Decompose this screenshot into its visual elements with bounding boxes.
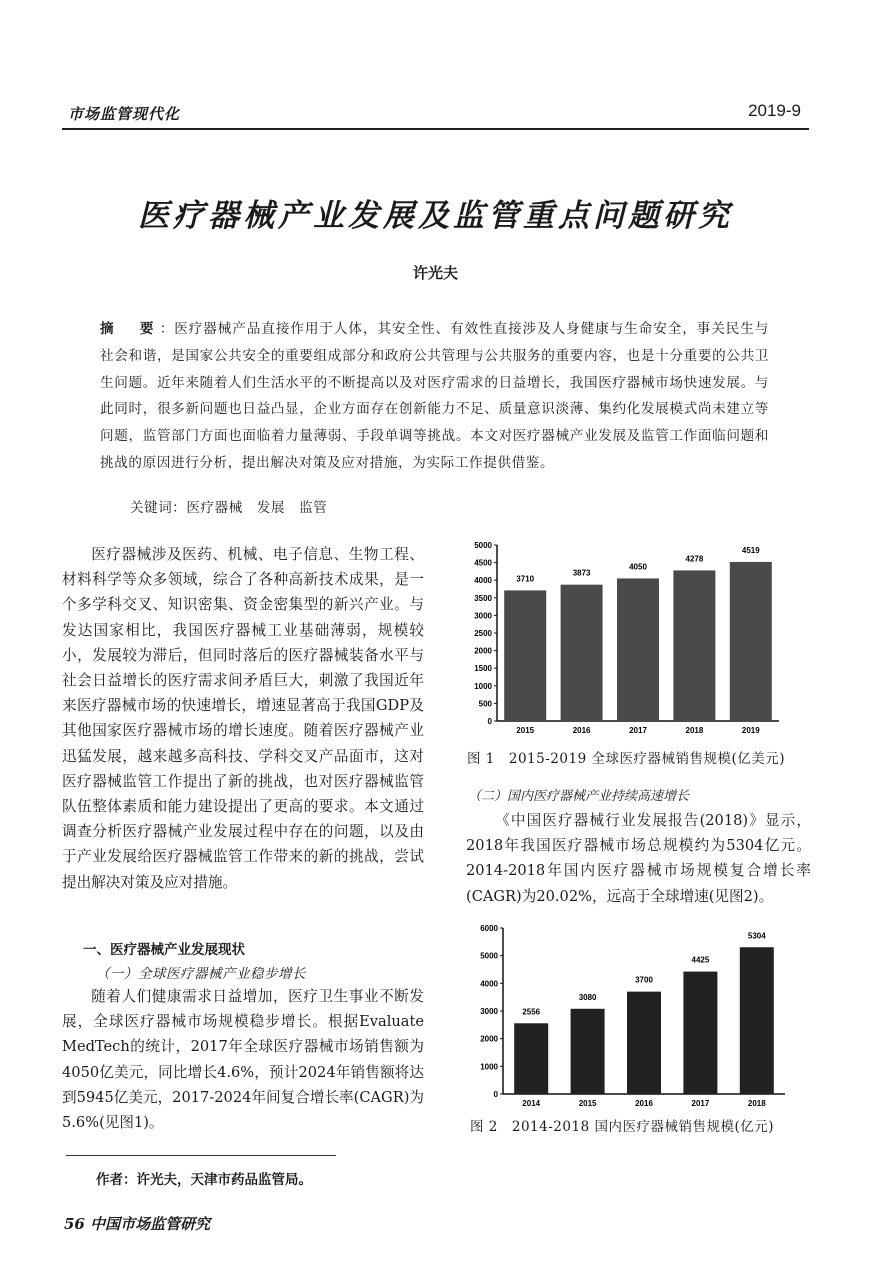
figure-2-caption: 图 2 2014-2018 国内医疗器械销售规模(亿元) [470, 1119, 774, 1135]
bar-value-label: 3080 [578, 992, 597, 1002]
x-tick-label: 2017 [629, 726, 647, 735]
bar [740, 947, 774, 1094]
author-footnote: 作者：许光夫，天津市药品监管局。 [96, 1172, 312, 1188]
x-tick-label: 2014 [522, 1099, 541, 1108]
abstract [100, 316, 769, 477]
bar-value-label: 2556 [522, 1007, 541, 1017]
bar-value-label: 3710 [516, 574, 535, 584]
x-tick-label: 2018 [685, 726, 704, 735]
intro-paragraph: 医疗器械涉及医药、机械、电子信息、生物工程、材料科学等众多领域，综合了各种高新技术成果，是一个多学科交叉、知识密集、资金密集型的新兴产业。与发达国家相比，我国医疗器械工业基础薄弱，规模较小，发展较为滞后，但同时落后的医疗器械装备水平与社会日益增长的医疗需求间矛盾巨大，刺激了我国近年来医疗器械市场的快速增长，增速显著高于我国GDP及其他国家医疗器械市场的增长速度。随着医疗器械产业迅猛发展，越来越多高科技、学科交叉产品面市，这对医疗器械监管工作提出了新的挑战，也对医疗器械监管队伍整体素质和能力建设提出了更高的要求。本文通过调查分析医疗器械产业发展过程中存在的问题，以及由于产业发展给医疗器械监管工作带来的新的挑战，尝试提出解决对策及应对措施。 [62, 546, 424, 891]
subsection-1-paragraph: 随着人们健康需求日益增加，医疗卫生事业不断发展，全球医疗器械市场规模稳步增长。根据Evaluate MedTech的统计，2017年全球医疗器械市场销售额为4050亿美元，同比增长4.6%，预计2024年销售额将达到5945亿美元，2017-2024年间复合增长率(CAGR)为5.6%(见图1)。 [62, 988, 424, 1132]
y-tick-label: 5000 [480, 951, 498, 961]
bar [561, 585, 603, 721]
bar-value-label: 3700 [635, 975, 653, 985]
journal-name: 市场监管现代化 [68, 105, 181, 123]
subsection-heading-1: （一）全球医疗器械产业稳步增长 [96, 966, 306, 982]
section-heading: 一、医疗器械产业发展现状 [83, 942, 245, 958]
author-name: 许光夫 [412, 264, 458, 282]
subsection-heading-2: （二）国内医疗器械产业持续高速增长 [468, 789, 690, 804]
y-tick-label: 1000 [474, 681, 492, 691]
bar [673, 570, 715, 721]
y-tick-label: 4000 [474, 576, 492, 586]
y-tick-label: 5000 [474, 541, 492, 550]
y-tick-label: 500 [478, 699, 492, 709]
keywords: 关键词：医疗器械 发展 监管 [130, 500, 328, 516]
y-tick-label: 4500 [474, 558, 492, 568]
footnote-divider [66, 1155, 336, 1156]
y-tick-label: 3500 [474, 593, 492, 603]
bar [514, 1023, 548, 1094]
bar-value-label: 5304 [747, 931, 766, 941]
intro-column [62, 542, 424, 895]
y-tick-label: 0 [493, 1090, 498, 1099]
figure-1-caption: 图 1 2015-2019 全球医疗器械销售规模(亿美元) [467, 751, 785, 767]
y-tick-label: 2000 [474, 646, 492, 656]
bar [627, 992, 661, 1094]
bar-value-label: 3873 [572, 568, 591, 578]
x-tick-label: 2016 [635, 1099, 653, 1108]
y-tick-label: 6000 [480, 924, 498, 933]
abstract-text: ：医疗器械产品直接作用于人体，其安全性、有效性直接涉及人身健康与生命安全，事关民生与社会和谐，是国家公共安全的重要组成部分和政府公共管理与公共服务的重要内容，也是十分重要的公共卫生问题。近年来随着人们生活水平的不断提高以及对医疗需求的日益增长，我国医疗器械市场快速发展。与此同时，很多新问题也日益凸显，企业方面存在创新能力不足、质量意识淡薄、集约化发展模式尚未建立等问题，监管部门方面也面临着力量薄弱、手段单调等挑战。本文对医疗器械产业发展及监管工作面临问题和挑战的原因进行分析，提出解决对策及应对措施，为实际工作提供借鉴。 [100, 321, 770, 471]
bar-value-label: 4278 [685, 554, 704, 564]
header-divider [62, 128, 809, 130]
y-tick-label: 3000 [474, 611, 492, 621]
issue-number: 2019-9 [748, 101, 801, 120]
y-tick-label: 4000 [480, 979, 498, 989]
y-tick-label: 2000 [480, 1034, 498, 1044]
figure-1-chart [455, 535, 795, 745]
x-tick-label: 2016 [572, 726, 591, 735]
subsection-2-body [466, 808, 811, 909]
x-tick-label: 2018 [747, 1099, 766, 1108]
y-tick-label: 0 [487, 717, 492, 726]
bar-value-label: 4050 [629, 562, 647, 572]
figure-2-chart [460, 922, 800, 1114]
x-tick-label: 2015 [578, 1099, 597, 1108]
y-tick-label: 3000 [480, 1007, 498, 1016]
bar-value-label: 4519 [741, 545, 760, 555]
x-tick-label: 2015 [516, 726, 535, 735]
bar [504, 590, 546, 721]
bar-value-label: 4425 [691, 955, 710, 965]
abstract-label: 摘 要 [100, 321, 160, 337]
bar [571, 1009, 605, 1094]
y-tick-label: 1000 [480, 1062, 498, 1072]
x-tick-label: 2019 [741, 726, 760, 735]
subsection-2-paragraph: 《中国医疗器械行业发展报告(2018)》显示，2018年我国医疗器械市场总规模约为5304亿元。2014-2018年国内医疗器械市场规模复合增长率(CAGR)为20.02%，远高于全球增速(见图2)。 [466, 812, 811, 905]
y-tick-label: 2500 [474, 629, 492, 638]
x-tick-label: 2017 [691, 1099, 710, 1108]
bar [683, 972, 717, 1094]
article-title: 医疗器械产业发展及监管重点问题研究 [138, 198, 733, 234]
subsection-1-body [62, 984, 424, 1135]
y-tick-label: 1500 [474, 664, 492, 674]
bar [730, 562, 772, 721]
bar [617, 578, 659, 721]
page-footer: 56 中国市场监管研究 [64, 1215, 211, 1233]
